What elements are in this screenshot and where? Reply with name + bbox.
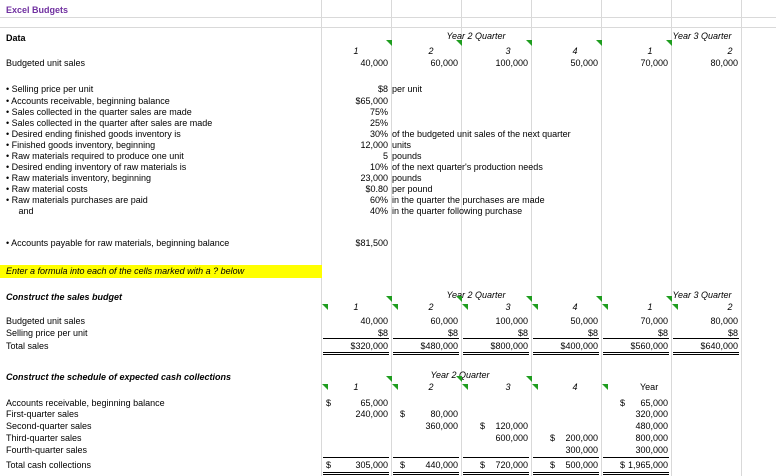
sales-budget-cell: $8 — [657, 328, 668, 338]
cash-collections-row-label: First-quarter sales — [6, 409, 79, 419]
data-row-value: $65,000 — [355, 96, 388, 106]
data-header: Data — [6, 33, 26, 43]
comment-marker-icon[interactable] — [386, 296, 392, 302]
quarter-number: 2 — [428, 302, 434, 312]
comment-marker-icon[interactable] — [462, 384, 468, 390]
data-row-label: • Raw materials purchases are paid — [6, 195, 148, 205]
cash-collections-cell: 600,000 — [495, 433, 528, 443]
data-row-label: • Finished goods inventory, beginning — [6, 140, 156, 150]
comment-marker-icon[interactable] — [666, 296, 672, 302]
data-row-value: 12,000 — [360, 140, 388, 150]
quarter-number: 1 — [353, 382, 359, 392]
comment-marker-icon[interactable] — [532, 384, 538, 390]
currency-symbol: $ — [620, 460, 626, 470]
cash-collections-cell: 240,000 — [355, 409, 388, 419]
quarter-group-label: Year 3 Quarter — [672, 31, 732, 41]
double-underline — [323, 472, 389, 475]
comment-marker-icon[interactable] — [602, 304, 608, 310]
currency-symbol: $ — [400, 409, 406, 419]
comment-marker-icon[interactable] — [456, 376, 462, 382]
comment-marker-icon[interactable] — [596, 296, 602, 302]
sales-budget-cell: $800,000 — [490, 341, 528, 351]
budgeted-unit-sales-cell: 40,000 — [360, 58, 388, 68]
underline — [463, 338, 529, 339]
gridline-v — [461, 0, 462, 476]
quarter-number: 1 — [647, 302, 653, 312]
cash-collections-cell: 305,000 — [355, 460, 388, 470]
cash-collections-cell: 320,000 — [635, 409, 668, 419]
data-row-value: $0.80 — [365, 184, 388, 194]
double-underline — [603, 352, 669, 355]
sales-budget-cell: 60,000 — [430, 316, 458, 326]
quarter-group-label: Year 2 Quarter — [446, 31, 506, 41]
data-row-value: 23,000 — [360, 173, 388, 183]
currency-symbol: $ — [480, 421, 486, 431]
cash-collections-cell: 300,000 — [635, 445, 668, 455]
currency-symbol: $ — [326, 460, 332, 470]
gridline-h — [0, 17, 776, 18]
currency-symbol: $ — [620, 398, 626, 408]
cash-collections-row-label: Second-quarter sales — [6, 421, 92, 431]
budgeted-unit-sales-cell: 60,000 — [430, 58, 458, 68]
data-row-note: in the quarter following purchase — [392, 206, 523, 216]
quarter-group-label: Year 2 Quarter — [430, 370, 490, 380]
quarter-group-label: Year 3 Quarter — [672, 290, 732, 300]
underline — [323, 338, 389, 339]
quarter-number: 4 — [572, 302, 578, 312]
quarter-number: 1 — [647, 46, 653, 56]
instruction-text: Enter a formula into each of the cells marked with a ? below — [6, 266, 245, 276]
quarter-number: 1 — [353, 46, 359, 56]
cash-collections-cell: 440,000 — [425, 460, 458, 470]
data-row-value: $8 — [377, 84, 388, 94]
quarter-number: 1 — [353, 302, 359, 312]
sales-budget-cell: $8 — [517, 328, 528, 338]
quarter-number: 4 — [572, 46, 578, 56]
cash-collections-row-label: Total cash collections — [6, 460, 92, 470]
cash-collections-cell: 80,000 — [430, 409, 458, 419]
quarter-number: 3 — [505, 302, 511, 312]
data-row-note: in the quarter the purchases are made — [392, 195, 545, 205]
double-underline — [323, 352, 389, 355]
comment-marker-icon[interactable] — [666, 40, 672, 46]
budgeted-unit-sales-cell: 80,000 — [710, 58, 738, 68]
quarter-number: 2 — [727, 302, 733, 312]
double-underline — [463, 352, 529, 355]
data-row-value: 10% — [369, 162, 388, 172]
sheet-title: Excel Budgets — [6, 5, 69, 15]
comment-marker-icon[interactable] — [392, 384, 398, 390]
sales-budget-cell: $8 — [377, 328, 388, 338]
gridline-v — [391, 0, 392, 476]
data-row-label: and — [6, 206, 34, 216]
quarter-number: 2 — [727, 46, 733, 56]
double-underline — [673, 352, 739, 355]
underline — [673, 338, 739, 339]
cash-collections-cell: 65,000 — [640, 398, 668, 408]
double-underline — [463, 472, 529, 475]
comment-marker-icon[interactable] — [322, 304, 328, 310]
currency-symbol: $ — [400, 460, 406, 470]
cash-collections-cell: 480,000 — [635, 421, 668, 431]
data-row-label: • Accounts receivable, beginning balance — [6, 96, 170, 106]
cash-collections-cell: 720,000 — [495, 460, 528, 470]
currency-symbol: $ — [480, 460, 486, 470]
data-row-value: 25% — [369, 118, 388, 128]
sales-budget-cell: $8 — [447, 328, 458, 338]
sales-budget-cell: 70,000 — [640, 316, 668, 326]
cash-collections-row-label: Accounts receivable, beginning balance — [6, 398, 165, 408]
currency-symbol: $ — [550, 460, 556, 470]
cash-collections-cell: 200,000 — [565, 433, 598, 443]
comment-marker-icon[interactable] — [532, 304, 538, 310]
double-underline — [603, 472, 669, 475]
data-row-label: • Sales collected in the quarter after sales are made — [6, 118, 213, 128]
cash-collections-cell: 1,965,000 — [627, 460, 668, 470]
comment-marker-icon[interactable] — [526, 296, 532, 302]
gridline-v — [671, 0, 672, 476]
sales-budget-row-label: Total sales — [6, 341, 49, 351]
data-row-label: • Sales collected in the quarter sales are made — [6, 107, 192, 117]
quarter-number: 2 — [428, 46, 434, 56]
budgeted-unit-sales-cell: 50,000 — [570, 58, 598, 68]
data-row-label: • Desired ending finished goods inventory is — [6, 129, 181, 139]
underline — [533, 338, 599, 339]
gridline-v — [741, 0, 742, 476]
comment-marker-icon[interactable] — [456, 296, 462, 302]
comment-marker-icon[interactable] — [526, 40, 532, 46]
data-row-label: • Selling price per unit — [6, 84, 94, 94]
sales-budget-cell: 50,000 — [570, 316, 598, 326]
sales-budget-row-label: Budgeted unit sales — [6, 316, 86, 326]
data-row-value: $81,500 — [355, 238, 388, 248]
data-row-label: • Raw materials required to produce one unit — [6, 151, 184, 161]
data-row-note: pounds — [392, 173, 422, 183]
gridline-h — [0, 27, 776, 28]
data-row-label: • Raw materials inventory, beginning — [6, 173, 152, 183]
cash-collections-cell: 300,000 — [565, 445, 598, 455]
data-row-value: 30% — [369, 129, 388, 139]
sales-budget-cell: $560,000 — [630, 341, 668, 351]
data-row-label: • Desired ending inventory of raw materials is — [6, 162, 187, 172]
sales-budget-cell: $8 — [727, 328, 738, 338]
data-row-value: 40% — [369, 206, 388, 216]
sales-budget-cell: 100,000 — [495, 316, 528, 326]
cash-collections-row-label: Third-quarter sales — [6, 433, 82, 443]
comment-marker-icon[interactable] — [386, 40, 392, 46]
comment-marker-icon[interactable] — [386, 376, 392, 382]
double-underline — [533, 472, 599, 475]
sales-budget-row-label: Selling price per unit — [6, 328, 88, 338]
data-row-note: per pound — [392, 184, 433, 194]
comment-marker-icon[interactable] — [596, 40, 602, 46]
currency-symbol: $ — [326, 398, 332, 408]
cash-collections-cell: 120,000 — [495, 421, 528, 431]
comment-marker-icon[interactable] — [602, 384, 608, 390]
sales-budget-cell: $8 — [587, 328, 598, 338]
cash-collections-cell: 360,000 — [425, 421, 458, 431]
sales-budget-cell: $480,000 — [420, 341, 458, 351]
data-row-value: 60% — [369, 195, 388, 205]
underline — [463, 457, 529, 458]
sales-budget-header: Construct the sales budget — [6, 292, 123, 302]
data-row-value: 75% — [369, 107, 388, 117]
double-underline — [393, 472, 459, 475]
quarter-number: 2 — [428, 382, 434, 392]
quarter-group-label: Year 2 Quarter — [446, 290, 506, 300]
data-row-note: of the next quarter's production needs — [392, 162, 543, 172]
double-underline — [533, 352, 599, 355]
comment-marker-icon[interactable] — [456, 40, 462, 46]
comment-marker-icon[interactable] — [672, 304, 678, 310]
budgeted-unit-sales-cell: 70,000 — [640, 58, 668, 68]
year-column-label: Year — [640, 382, 659, 392]
underline — [533, 457, 599, 458]
row-label: Budgeted unit sales — [6, 58, 86, 68]
data-row-label: • Accounts payable for raw materials, beginning balance — [6, 238, 230, 248]
gridline-v — [531, 0, 532, 476]
double-underline — [393, 352, 459, 355]
quarter-number: 3 — [505, 382, 511, 392]
underline — [323, 457, 389, 458]
comment-marker-icon[interactable] — [526, 376, 532, 382]
cash-collections-cell: 500,000 — [565, 460, 598, 470]
underline — [393, 457, 459, 458]
data-row-note: pounds — [392, 151, 422, 161]
comment-marker-icon[interactable] — [392, 304, 398, 310]
quarter-number: 3 — [505, 46, 511, 56]
underline — [603, 457, 669, 458]
data-row-note: per unit — [392, 84, 423, 94]
comment-marker-icon[interactable] — [462, 304, 468, 310]
sales-budget-cell: $400,000 — [560, 341, 598, 351]
underline — [603, 338, 669, 339]
data-row-value: 5 — [382, 151, 388, 161]
cash-collections-row-label: Fourth-quarter sales — [6, 445, 88, 455]
budgeted-unit-sales-cell: 100,000 — [495, 58, 528, 68]
quarter-number: 4 — [572, 382, 578, 392]
underline — [393, 338, 459, 339]
sales-budget-cell: 40,000 — [360, 316, 388, 326]
sales-budget-cell: $640,000 — [700, 341, 738, 351]
data-row-note: units — [392, 140, 412, 150]
cash-collections-cell: 65,000 — [360, 398, 388, 408]
data-row-note: of the budgeted unit sales of the next quarter — [392, 129, 571, 139]
cash-collections-cell: 800,000 — [635, 433, 668, 443]
data-row-label: • Raw material costs — [6, 184, 88, 194]
comment-marker-icon[interactable] — [322, 384, 328, 390]
cash-collections-header: Construct the schedule of expected cash collections — [6, 372, 232, 382]
sales-budget-cell: 80,000 — [710, 316, 738, 326]
sales-budget-cell: $320,000 — [350, 341, 388, 351]
currency-symbol: $ — [550, 433, 556, 443]
